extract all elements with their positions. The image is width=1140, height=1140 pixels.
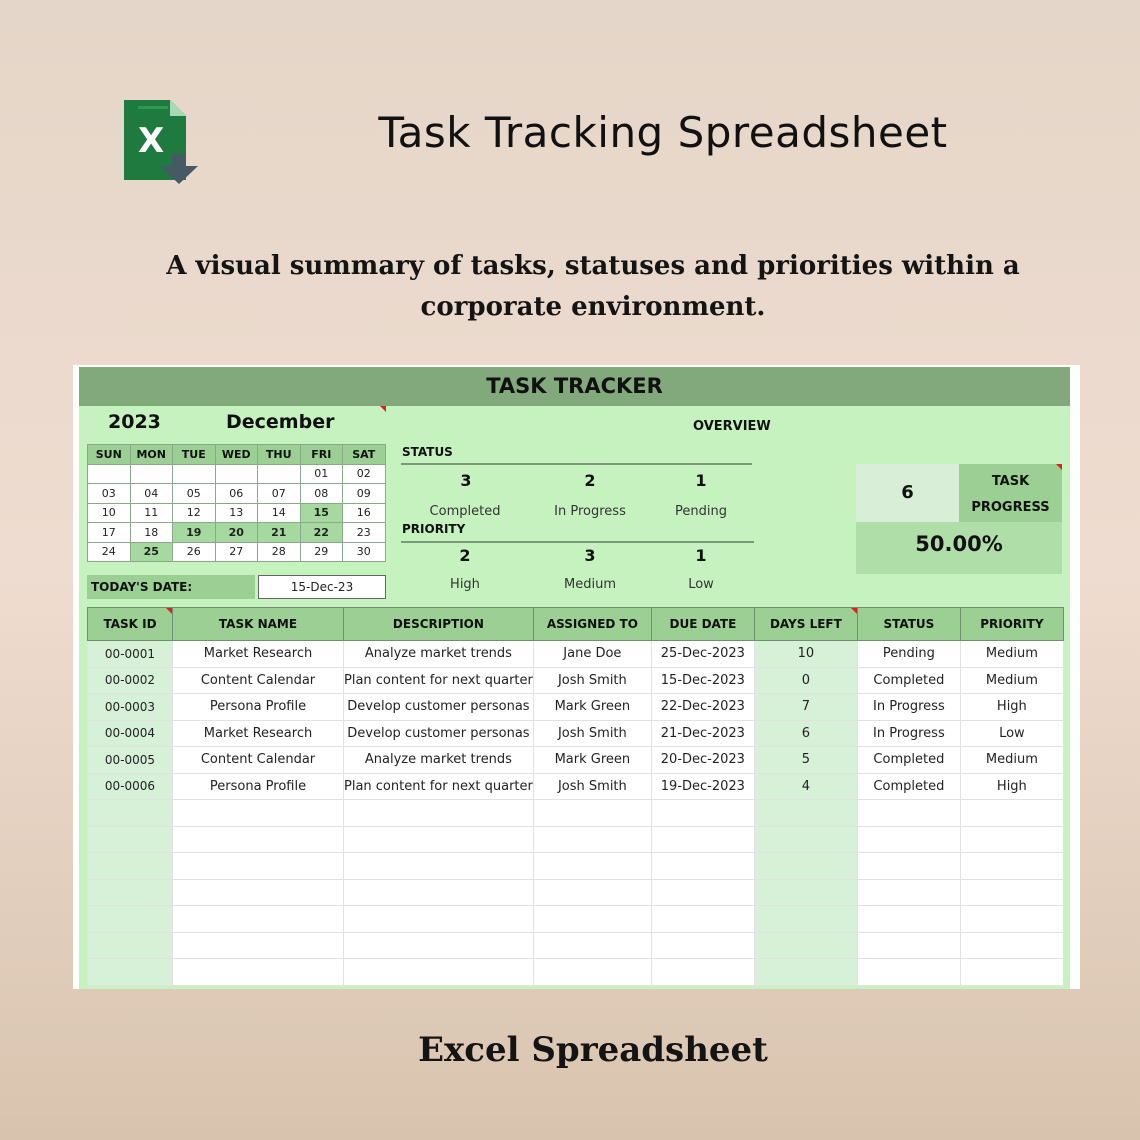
comment-indicator xyxy=(851,608,857,614)
calendar-day-header: MON xyxy=(130,445,173,465)
calendar-day-cell[interactable]: 23 xyxy=(343,523,386,543)
calendar-day-cell[interactable]: 01 xyxy=(300,464,343,484)
priority-medium-label: Medium xyxy=(564,577,616,592)
calendar-day-header: WED xyxy=(215,445,258,465)
comment-indicator xyxy=(166,608,172,614)
table-cell[interactable]: 00-0002 xyxy=(88,667,173,694)
empty-cell[interactable] xyxy=(754,800,857,827)
task-progress-label xyxy=(959,464,1062,522)
calendar-day-cell[interactable]: 14 xyxy=(258,503,301,523)
calendar-day-cell[interactable]: 27 xyxy=(215,542,258,562)
priority-medium-count: 3 xyxy=(584,546,596,565)
empty-cell[interactable] xyxy=(754,879,857,906)
empty-cell[interactable] xyxy=(651,826,754,853)
page-title: Task Tracking Spreadsheet xyxy=(378,108,948,157)
empty-cell[interactable] xyxy=(88,853,173,880)
tracker-title: TASK TRACKER xyxy=(79,367,1070,406)
table-cell[interactable]: 25-Dec-2023 xyxy=(651,641,754,668)
calendar-day-cell[interactable]: 07 xyxy=(258,484,301,504)
priority-high-count: 2 xyxy=(459,546,471,565)
empty-cell[interactable] xyxy=(651,959,754,986)
column-header[interactable]: TASK ID xyxy=(88,608,173,641)
table-row xyxy=(88,720,1064,747)
empty-cell[interactable] xyxy=(651,800,754,827)
calendar-day-cell[interactable]: 24 xyxy=(88,542,131,562)
calendar-day-cell[interactable]: 19 xyxy=(173,523,216,543)
calendar-day-cell[interactable]: 09 xyxy=(343,484,386,504)
today-date-label: TODAY'S DATE: xyxy=(87,575,255,599)
table-cell[interactable]: Plan content for next quarter xyxy=(344,667,534,694)
spreadsheet-screenshot xyxy=(73,365,1080,989)
calendar-week xyxy=(88,503,386,523)
table-row xyxy=(88,747,1064,774)
empty-cell[interactable] xyxy=(88,826,173,853)
table-cell[interactable]: Mark Green xyxy=(533,694,651,721)
empty-cell[interactable] xyxy=(344,959,534,986)
column-header[interactable]: DESCRIPTION xyxy=(344,608,534,641)
calendar-day-cell[interactable] xyxy=(88,464,131,484)
calendar-week xyxy=(88,542,386,562)
calendar-day-cell[interactable]: 12 xyxy=(173,503,216,523)
empty-cell[interactable] xyxy=(88,879,173,906)
status-inprogress-count: 2 xyxy=(584,471,596,490)
table-cell[interactable]: Josh Smith xyxy=(533,667,651,694)
empty-cell[interactable] xyxy=(344,853,534,880)
empty-cell[interactable] xyxy=(173,959,344,986)
svg-text:X: X xyxy=(138,121,165,161)
empty-cell[interactable] xyxy=(88,932,173,959)
calendar-day-cell[interactable]: 15 xyxy=(300,503,343,523)
calendar-day-cell[interactable]: 05 xyxy=(173,484,216,504)
table-cell[interactable]: 00-0005 xyxy=(88,747,173,774)
calendar-day-cell[interactable]: 11 xyxy=(130,503,173,523)
table-cell[interactable]: 19-Dec-2023 xyxy=(651,773,754,800)
table-cell[interactable]: Medium xyxy=(960,641,1063,668)
status-completed-label: Completed xyxy=(429,504,501,519)
page-subtitle: A visual summary of tasks, statuses and priorities within a corporate environment. xyxy=(166,251,1020,322)
empty-cell[interactable] xyxy=(857,853,960,880)
table-cell[interactable]: 6 xyxy=(754,720,857,747)
table-cell[interactable]: 00-0001 xyxy=(88,641,173,668)
calendar-day-cell[interactable]: 02 xyxy=(343,464,386,484)
column-header[interactable]: PRIORITY xyxy=(960,608,1063,641)
empty-cell[interactable] xyxy=(88,800,173,827)
priority-low-count: 1 xyxy=(695,546,707,565)
table-cell[interactable]: High xyxy=(960,694,1063,721)
empty-cell[interactable] xyxy=(857,932,960,959)
empty-row xyxy=(88,932,1064,959)
table-cell[interactable]: Medium xyxy=(960,667,1063,694)
calendar-year: 2023 xyxy=(108,411,161,433)
empty-cell[interactable] xyxy=(533,879,651,906)
table-cell[interactable]: 22-Dec-2023 xyxy=(651,694,754,721)
calendar-day-cell[interactable]: 18 xyxy=(130,523,173,543)
table-cell[interactable]: Jane Doe xyxy=(533,641,651,668)
empty-cell[interactable] xyxy=(960,932,1063,959)
empty-row xyxy=(88,959,1064,986)
table-cell[interactable]: 15-Dec-2023 xyxy=(651,667,754,694)
table-cell[interactable]: Mark Green xyxy=(533,747,651,774)
today-date-cell[interactable]: 15-Dec-23 xyxy=(258,575,386,599)
table-cell[interactable]: 0 xyxy=(754,667,857,694)
empty-cell[interactable] xyxy=(960,853,1063,880)
empty-cell[interactable] xyxy=(173,826,344,853)
table-cell[interactable]: Develop customer personas xyxy=(344,694,534,721)
table-cell[interactable]: Medium xyxy=(960,747,1063,774)
empty-cell[interactable] xyxy=(857,879,960,906)
calendar-day-cell[interactable]: 13 xyxy=(215,503,258,523)
table-cell[interactable]: Content Calendar xyxy=(173,667,344,694)
calendar-day-cell[interactable] xyxy=(215,464,258,484)
empty-cell[interactable] xyxy=(88,959,173,986)
empty-cell[interactable] xyxy=(960,800,1063,827)
calendar-week xyxy=(88,464,386,484)
empty-cell[interactable] xyxy=(344,906,534,933)
calendar-month[interactable]: December xyxy=(226,411,335,433)
status-pending-count: 1 xyxy=(695,471,707,490)
empty-cell[interactable] xyxy=(344,932,534,959)
table-cell[interactable]: Persona Profile xyxy=(173,773,344,800)
priority-low-label: Low xyxy=(688,577,714,592)
empty-cell[interactable] xyxy=(754,906,857,933)
column-header[interactable]: STATUS xyxy=(857,608,960,641)
calendar-day-cell[interactable]: 04 xyxy=(130,484,173,504)
calendar-grid xyxy=(87,444,386,562)
overview-heading: OVERVIEW xyxy=(693,419,771,434)
empty-cell[interactable] xyxy=(651,932,754,959)
table-row xyxy=(88,667,1064,694)
priority-divider xyxy=(401,541,754,543)
calendar-day-cell[interactable]: 22 xyxy=(300,523,343,543)
calendar-week xyxy=(88,484,386,504)
empty-cell[interactable] xyxy=(651,853,754,880)
table-cell[interactable]: Josh Smith xyxy=(533,773,651,800)
empty-cell[interactable] xyxy=(960,879,1063,906)
calendar-day-cell[interactable]: 10 xyxy=(88,503,131,523)
empty-cell[interactable] xyxy=(754,853,857,880)
status-heading: STATUS xyxy=(402,445,453,459)
calendar-day-cell[interactable]: 21 xyxy=(258,523,301,543)
column-header[interactable]: DUE DATE xyxy=(651,608,754,641)
table-cell[interactable]: 4 xyxy=(754,773,857,800)
empty-cell[interactable] xyxy=(960,906,1063,933)
task-progress-label-line2: PROGRESS xyxy=(971,500,1050,515)
empty-cell[interactable] xyxy=(533,853,651,880)
task-table xyxy=(87,607,1064,986)
calendar-day-cell[interactable] xyxy=(130,464,173,484)
table-cell[interactable]: Market Research xyxy=(173,720,344,747)
table-cell[interactable]: 5 xyxy=(754,747,857,774)
empty-cell[interactable] xyxy=(651,879,754,906)
calendar-day-cell[interactable]: 30 xyxy=(343,542,386,562)
table-cell[interactable]: Persona Profile xyxy=(173,694,344,721)
empty-cell[interactable] xyxy=(344,800,534,827)
table-cell[interactable]: 21-Dec-2023 xyxy=(651,720,754,747)
status-divider xyxy=(401,463,752,465)
calendar-day-cell[interactable]: 16 xyxy=(343,503,386,523)
table-cell[interactable]: 20-Dec-2023 xyxy=(651,747,754,774)
table-row xyxy=(88,694,1064,721)
comment-indicator xyxy=(1056,464,1062,470)
empty-cell[interactable] xyxy=(533,800,651,827)
table-cell[interactable]: Develop customer personas xyxy=(344,720,534,747)
empty-cell[interactable] xyxy=(857,959,960,986)
table-cell[interactable]: Analyze market trends xyxy=(344,747,534,774)
empty-cell[interactable] xyxy=(857,826,960,853)
empty-cell[interactable] xyxy=(857,906,960,933)
calendar-day-cell[interactable]: 29 xyxy=(300,542,343,562)
calendar-day-header: FRI xyxy=(300,445,343,465)
table-cell[interactable]: 7 xyxy=(754,694,857,721)
table-cell[interactable]: High xyxy=(960,773,1063,800)
status-inprogress-label: In Progress xyxy=(554,504,626,519)
table-cell[interactable]: Plan content for next quarter xyxy=(344,773,534,800)
status-completed-count: 3 xyxy=(460,471,472,490)
empty-cell[interactable] xyxy=(754,932,857,959)
empty-cell[interactable] xyxy=(754,826,857,853)
table-cell[interactable]: Low xyxy=(960,720,1063,747)
table-cell[interactable]: 00-0003 xyxy=(88,694,173,721)
task-tracker-sheet xyxy=(79,367,1070,989)
task-progress-label-line1: TASK xyxy=(991,474,1030,489)
empty-row xyxy=(88,906,1064,933)
empty-cell[interactable] xyxy=(533,906,651,933)
calendar-day-cell[interactable]: 20 xyxy=(215,523,258,543)
empty-cell[interactable] xyxy=(173,879,344,906)
table-cell[interactable]: Josh Smith xyxy=(533,720,651,747)
table-cell[interactable]: Analyze market trends xyxy=(344,641,534,668)
comment-indicator xyxy=(380,406,386,412)
task-count: 6 xyxy=(856,464,959,522)
calendar-day-cell[interactable]: 25 xyxy=(130,542,173,562)
calendar-day-cell[interactable]: 17 xyxy=(88,523,131,543)
empty-cell[interactable] xyxy=(960,959,1063,986)
calendar-day-header: SAT xyxy=(343,445,386,465)
calendar-day-header: SUN xyxy=(88,445,131,465)
empty-cell[interactable] xyxy=(533,826,651,853)
empty-cell[interactable] xyxy=(533,932,651,959)
table-cell[interactable]: Completed xyxy=(857,747,960,774)
empty-cell[interactable] xyxy=(173,906,344,933)
empty-cell[interactable] xyxy=(173,800,344,827)
empty-row xyxy=(88,800,1064,827)
table-cell[interactable]: Completed xyxy=(857,773,960,800)
table-cell[interactable]: In Progress xyxy=(857,694,960,721)
calendar-day-cell[interactable] xyxy=(258,464,301,484)
empty-cell[interactable] xyxy=(651,906,754,933)
calendar-day-cell[interactable]: 06 xyxy=(215,484,258,504)
table-cell[interactable]: 00-0004 xyxy=(88,720,173,747)
empty-cell[interactable] xyxy=(960,826,1063,853)
priority-high-label: High xyxy=(450,577,480,592)
column-header[interactable]: TASK NAME xyxy=(173,608,344,641)
calendar-day-cell[interactable]: 26 xyxy=(173,542,216,562)
table-cell[interactable]: In Progress xyxy=(857,720,960,747)
column-header[interactable]: ASSIGNED TO xyxy=(533,608,651,641)
table-cell[interactable]: 10 xyxy=(754,641,857,668)
empty-cell[interactable] xyxy=(173,932,344,959)
task-progress-value: 50.00% xyxy=(856,522,1062,574)
priority-heading: PRIORITY xyxy=(402,522,466,536)
empty-cell[interactable] xyxy=(754,959,857,986)
table-row xyxy=(88,641,1064,668)
empty-cell[interactable] xyxy=(173,853,344,880)
calendar-day-cell[interactable]: 03 xyxy=(88,484,131,504)
empty-row xyxy=(88,853,1064,880)
empty-cell[interactable] xyxy=(88,906,173,933)
calendar-day-cell[interactable]: 08 xyxy=(300,484,343,504)
table-row xyxy=(88,773,1064,800)
calendar-week xyxy=(88,523,386,543)
empty-cell[interactable] xyxy=(344,879,534,906)
table-cell[interactable]: Pending xyxy=(857,641,960,668)
empty-cell[interactable] xyxy=(533,959,651,986)
calendar-day-cell[interactable] xyxy=(173,464,216,484)
empty-cell[interactable] xyxy=(857,800,960,827)
table-cell[interactable]: 00-0006 xyxy=(88,773,173,800)
table-cell[interactable]: Market Research xyxy=(173,641,344,668)
calendar-day-cell[interactable]: 28 xyxy=(258,542,301,562)
column-header[interactable]: DAYS LEFT xyxy=(754,608,857,641)
empty-row xyxy=(88,879,1064,906)
status-pending-label: Pending xyxy=(675,504,727,519)
calendar-day-header: THU xyxy=(258,445,301,465)
table-cell[interactable]: Content Calendar xyxy=(173,747,344,774)
footer-caption: Excel Spreadsheet xyxy=(418,1030,768,1070)
empty-row xyxy=(88,826,1064,853)
table-cell[interactable]: Completed xyxy=(857,667,960,694)
calendar-day-header: TUE xyxy=(173,445,216,465)
empty-cell[interactable] xyxy=(344,826,534,853)
